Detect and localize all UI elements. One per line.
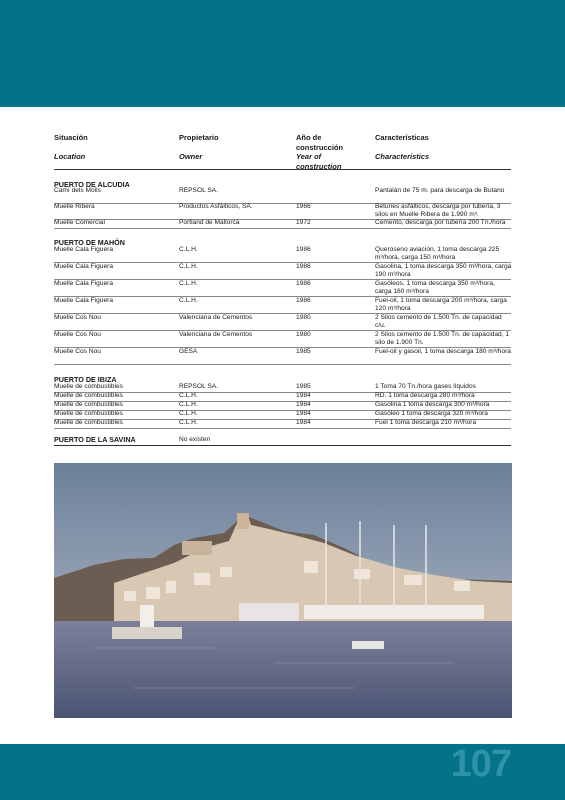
cell-location: Muelle Cos Nou	[54, 348, 101, 355]
cell-year: 1986	[296, 246, 311, 253]
cell-year: 1980	[296, 314, 311, 321]
cell-location: Muelle Comercial	[54, 219, 105, 226]
section-title: PUERTO DE ALCUDIA	[54, 180, 130, 189]
cell-characteristics: Gasóleo 1 toma descarga 320 m³/hora	[375, 410, 488, 417]
cell-year: 1980	[296, 331, 311, 338]
cell-characteristics: Betunes asfálticos, descarga por tubería, 3 silos en Muelle Ribera de 1.990 m³.	[375, 203, 501, 219]
table-row	[54, 348, 511, 365]
cell-location: Muelle de combustibles	[54, 383, 123, 390]
table-row	[54, 187, 511, 204]
cell-characteristics: 1 Toma 70 Tn./hora gases líquidos	[375, 383, 476, 390]
cell-location: Muelle Ribera	[54, 203, 95, 210]
table-row	[54, 219, 511, 229]
cell-owner: C.L.H.	[179, 263, 198, 270]
cell-location: Muelle Cala Figuera	[54, 246, 114, 253]
cell-characteristics: Queroseno aviación, 1 toma descarga 225 m³/hora, carga 150 m³/hora	[375, 246, 500, 262]
cell-location: Muelle Cala Figuera	[54, 280, 114, 287]
header-band	[0, 0, 565, 107]
cell-location: Muelle de combustibles	[54, 419, 123, 426]
page-number: 107	[450, 743, 511, 785]
cell-characteristics: Fuel-oil y gasoil, 1 toma descarga 180 m³/hora	[375, 348, 511, 355]
cell-characteristics: Gasolina 1 toma descarga 300 m³/hora	[375, 401, 490, 408]
cell-location: Muelle de combustibles	[54, 410, 123, 417]
cell-owner: Portland de Mallorca	[179, 219, 240, 226]
table-row	[54, 297, 511, 314]
cell-owner: C.L.H.	[179, 392, 198, 399]
cell-year: 1972	[296, 219, 311, 226]
section-title: PUERTO DE IBIZA	[54, 375, 117, 384]
cell-characteristics: Cemento, descarga por tubería 200 Tn./hora	[375, 219, 506, 226]
cell-characteristics: 2 Silos cemento de 1.500 Tn. de capacidad, 1 silo de 1.900 Tn.	[375, 331, 510, 347]
cell-characteristics: RD. 1 toma descarga 280 m³/hora	[375, 392, 475, 399]
cell-owner: GESA	[179, 348, 198, 355]
cell-owner: C.L.H.	[179, 419, 198, 426]
table-row	[54, 203, 511, 220]
cell-year: 1984	[296, 410, 311, 417]
cell-year: 1985	[296, 383, 311, 390]
section-title: PUERTO DE MAHÓN	[54, 238, 125, 247]
cell-owner: Valenciana de Cementos	[179, 331, 253, 338]
cell-year: 1986	[296, 297, 311, 304]
header-characteristics: Características Characteristics	[375, 133, 430, 162]
cell-owner: C.L.H.	[179, 246, 198, 253]
cell-year: 1966	[296, 203, 311, 210]
cell-location: Muelle Cala Figuera	[54, 263, 114, 270]
cell-year: 1984	[296, 401, 311, 408]
cell-location: Muelle de combustibles	[54, 401, 123, 408]
cell-year: 1984	[296, 419, 311, 426]
cell-characteristics: Fuel 1 toma descarga 210 m³/hora	[375, 419, 477, 426]
cell-characteristics: 2 Silos cemento de 1.500 Tn. de capacidad c/u.	[375, 314, 502, 330]
cell-year: 1984	[296, 392, 311, 399]
section-rule	[54, 445, 511, 446]
cell-location: Muelle de combustibles	[54, 392, 123, 399]
table-row	[54, 314, 511, 331]
harbour-photo	[54, 463, 512, 718]
cell-owner: Valenciana de Cementos	[179, 314, 253, 321]
cell-owner: REPSOL SA.	[179, 187, 218, 194]
cell-characteristics: Pantalán de 75 m. para descarga de Butano	[375, 187, 505, 194]
table-row	[54, 331, 511, 348]
table-row	[54, 419, 511, 429]
section-owner: No existen	[179, 436, 211, 443]
cell-characteristics: Gasóleos, 1 toma descarga 350 m³/hora, carga 160 m³/hora	[375, 280, 495, 296]
cell-location: Muelle Cos Nou	[54, 314, 101, 321]
section-title: PUERTO DE LA SAVINA	[54, 435, 136, 444]
cell-location: Muelle Cos Nou	[54, 331, 101, 338]
cell-owner: C.L.H.	[179, 401, 198, 408]
cell-year: 1986	[296, 280, 311, 287]
cell-year: 1985	[296, 348, 311, 355]
cell-owner: REPSOL SA.	[179, 383, 218, 390]
table-row	[54, 246, 511, 263]
cell-owner: Productos Asfálticos, SA.	[179, 203, 253, 210]
cell-owner: C.L.H.	[179, 297, 198, 304]
table-row	[54, 280, 511, 297]
table-row	[54, 263, 511, 280]
header-rule	[54, 169, 511, 170]
cell-characteristics: Gasolina, 1 toma descarga 350 m³/hora, carga 190 m³/hora	[375, 263, 512, 279]
cell-location: Muelle Cala Figuera	[54, 297, 114, 304]
cell-owner: C.L.H.	[179, 280, 198, 287]
cell-year: 1986	[296, 263, 311, 270]
cell-characteristics: Fuel-oil, 1 toma descarga 200 m³/hora, carga 120 m³/hora	[375, 297, 507, 313]
cell-location: Camí dels Molls	[54, 187, 101, 194]
header-location: Situación Location	[54, 133, 88, 162]
cell-owner: C.L.H.	[179, 410, 198, 417]
header-year: Año de construcción Year of construction	[296, 133, 344, 171]
header-owner: Propietario Owner	[179, 133, 219, 162]
